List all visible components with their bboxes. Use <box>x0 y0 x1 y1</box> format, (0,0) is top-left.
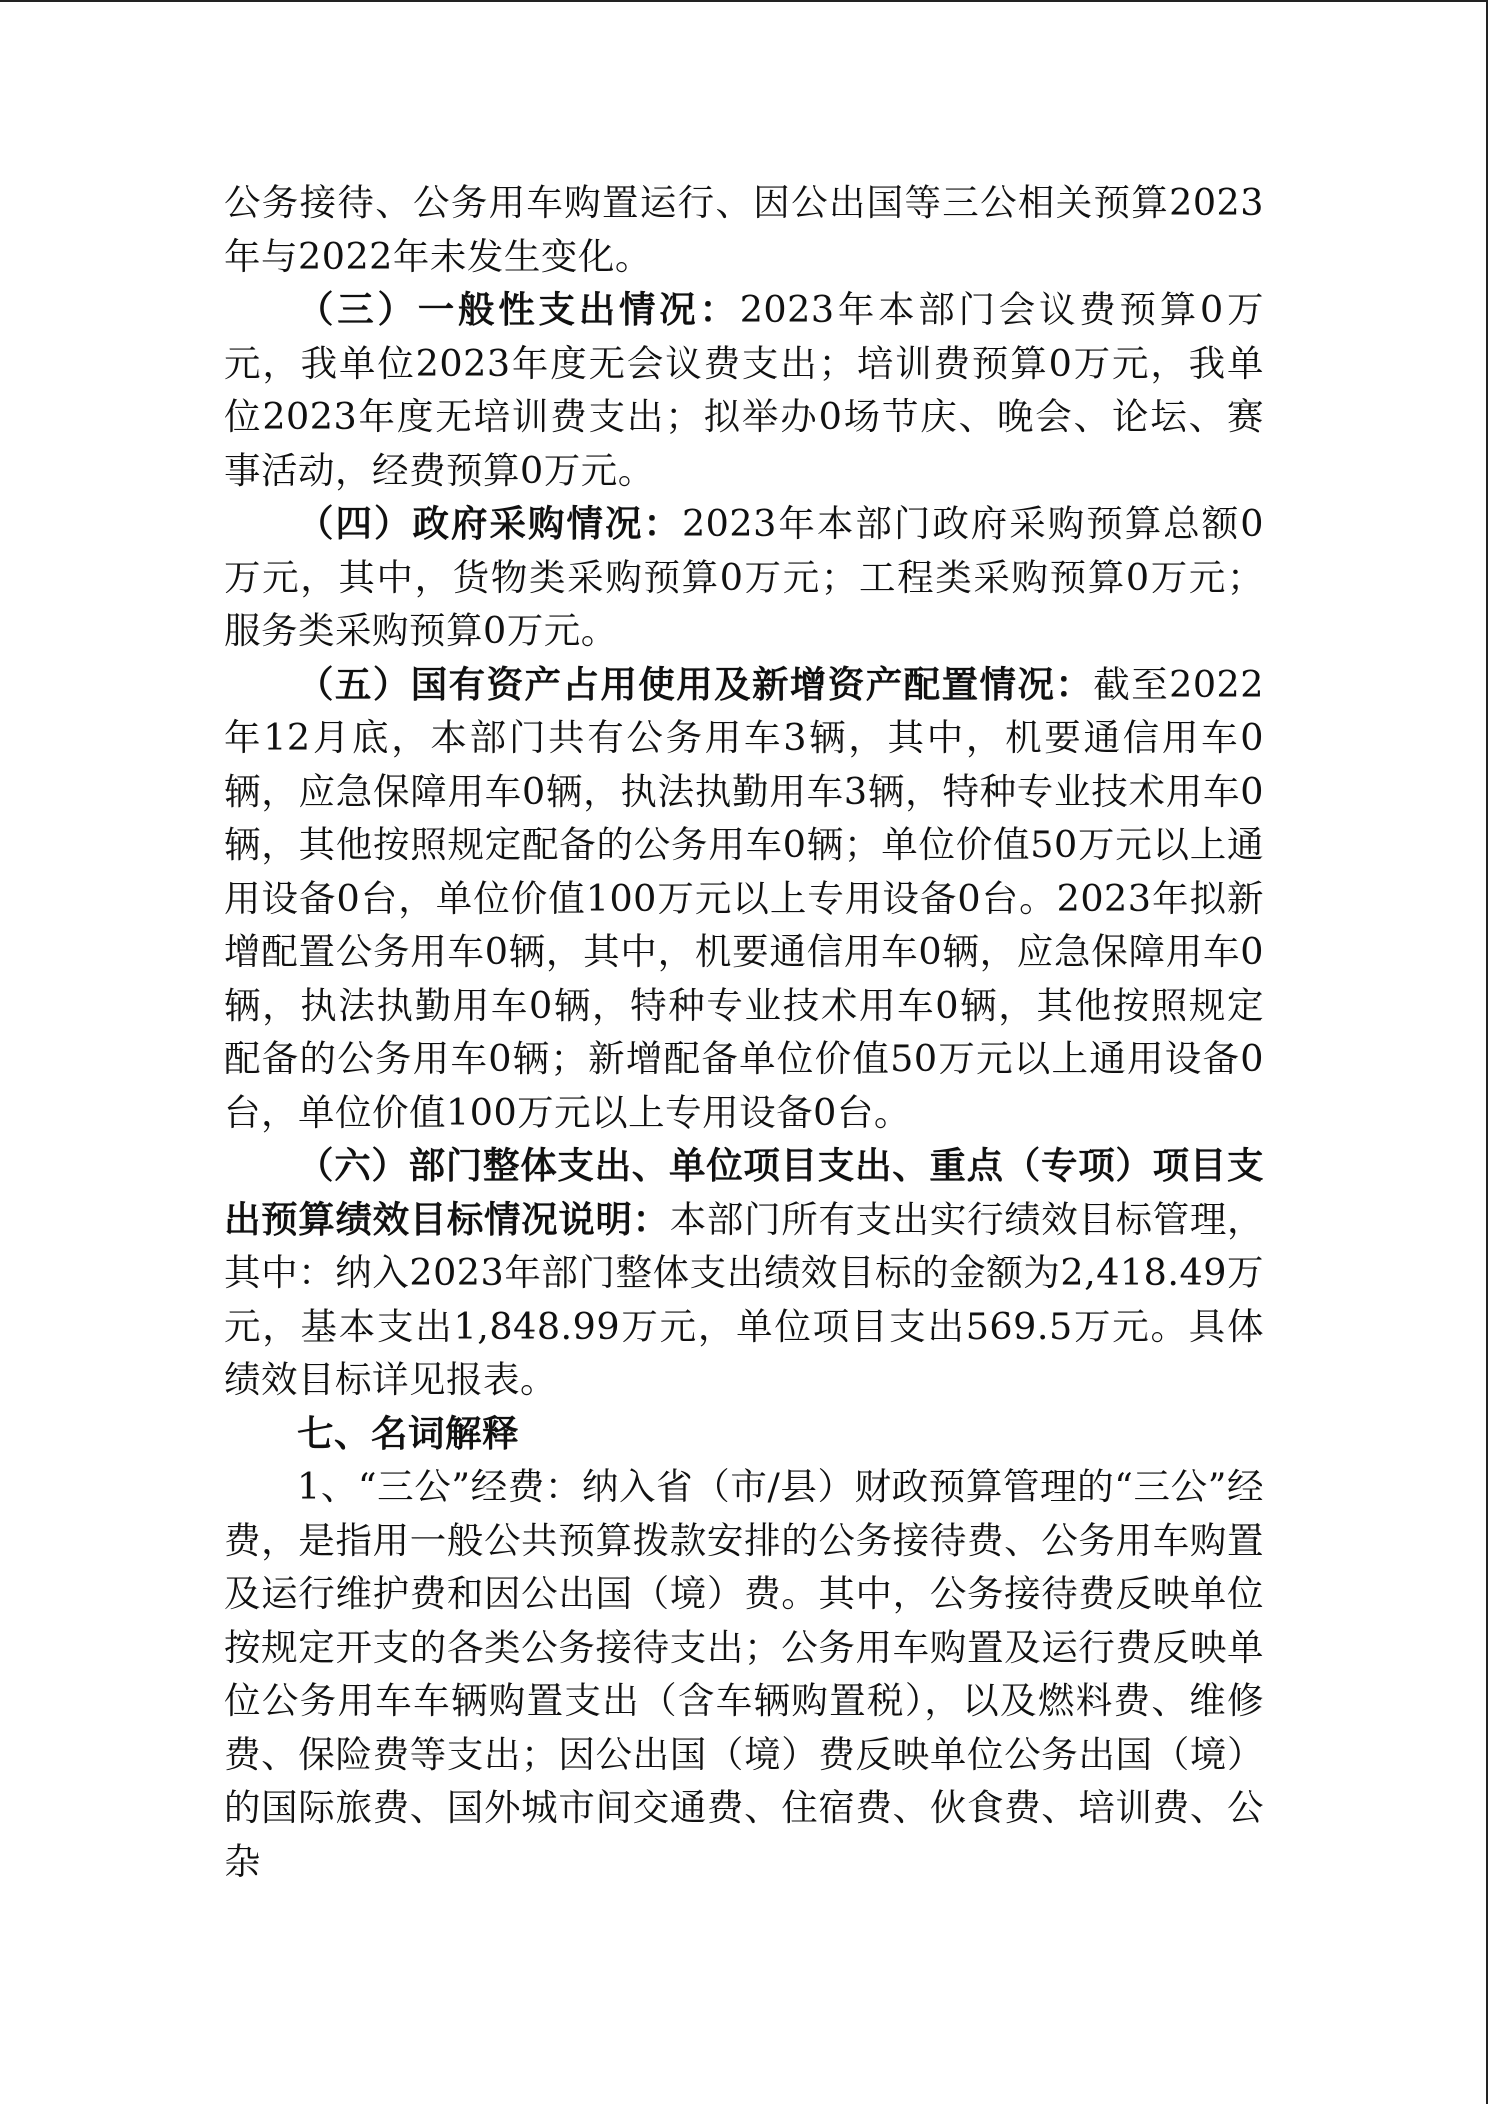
section-heading-state-assets: （五）国有资产占用使用及新增资产配置情况： <box>297 662 1094 706</box>
section-heading-performance-targets: （六）部门整体支出、单位项目支出、重点（专项）项目支出预算绩效目标情况说明： <box>224 1144 1264 1241</box>
paragraph-performance-targets <box>224 1139 1264 1407</box>
paragraph-text: 2023年本部门政府采购预算总额0万元，其中，货物类采购预算0万元；工程类采购预算0万元；服务类采购预算0万元。 <box>224 502 1264 652</box>
paragraph-three-public-summary <box>224 176 1264 283</box>
paragraph-text: 2023年本部门会议费预算0万元，我单位2023年度无会议费支出；培训费预算0万元，我单位2023年度无培训费支出；拟举办0场节庆、晚会、论坛、赛事活动，经费预算0万元。 <box>224 288 1264 492</box>
paragraph-glossary-heading <box>224 1407 1264 1461</box>
paragraph-text: 本部门所有支出实行绩效目标管理，其中：纳入2023年部门整体支出绩效目标的金额为2,418.49万元，基本支出1,848.99万元，单位项目支出569.5万元。具体绩效目标详见报表。 <box>224 1197 1265 1401</box>
document-body <box>224 176 1264 1888</box>
paragraph-text: 1、“三公”经费：纳入省（市/县）财政预算管理的“三公”经费，是指用一般公共预算拨款安排的公务接待费、公务用车购置及运行维护费和因公出国（境）费。其中，公务接待费反映单位按规定开支的各类公务接待支出；公务用车购置及运行费反映单位公务用车车辆购置支出（含车辆购置税），以及燃料费、维修费、保险费等支出；因公出国（境）费反映单位公务出国（境）的国际旅费、国外城市间交通费、住宿费、伙食费、培训费、公杂 <box>224 1465 1264 1883</box>
section-heading-government-procurement: （四）政府采购情况： <box>297 502 682 545</box>
paragraph-general-expenditure <box>224 283 1264 497</box>
paragraph-text: 公务接待、公务用车购置运行、因公出国等三公相关预算2023年与2022年未发生变化。 <box>224 181 1264 278</box>
paragraph-government-procurement <box>224 497 1264 658</box>
section-heading-glossary: 七、名词解释 <box>297 1411 519 1455</box>
paragraph-state-assets <box>224 658 1264 1140</box>
section-heading-general-expenditure: （三）一般性支出情况： <box>297 288 740 331</box>
paragraph-glossary-three-public <box>224 1460 1264 1888</box>
paragraph-text: 截至2022年12月底，本部门共有公务用车3辆，其中，机要通信用车0辆，应急保障用车0辆，执法执勤用车3辆，特种专业技术用车0辆，其他按照规定配备的公务用车0辆；单位价值50万元以上通用设备0台，单位价值100万元以上专用设备0台。2023年拟新增配置公务用车0辆，其中，机要通信用车0辆，应急保障用车0辆，执法执勤用车0辆，特种专业技术用车0辆，其他按照规定配备的公务用车0辆；新增配备单位价值50万元以上通用设备0台，单位价值100万元以上专用设备0台。 <box>224 662 1265 1134</box>
